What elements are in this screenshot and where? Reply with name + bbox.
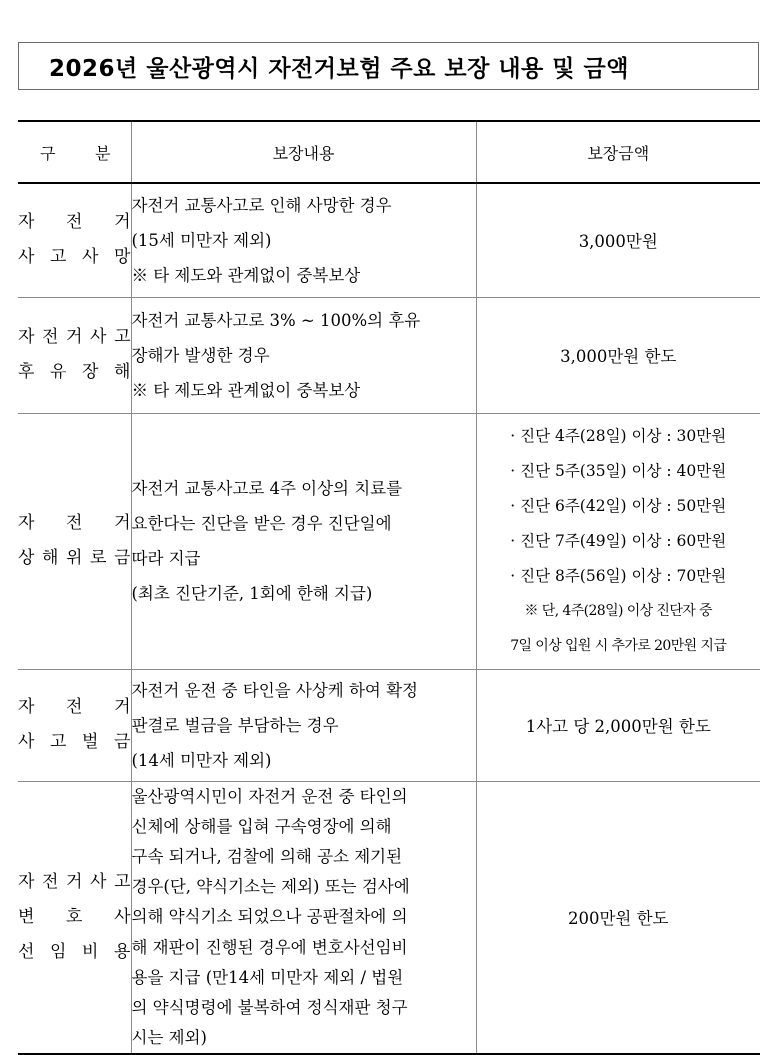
category-char: 고 (114, 327, 131, 347)
category-char: 사 (90, 327, 107, 347)
category-char: 상 (18, 548, 35, 568)
row-content (131, 183, 476, 297)
content-line: 판결로 벌금을 부담하는 경우 (131, 715, 339, 735)
category-char: 사 (90, 871, 107, 892)
category-char: 변 (18, 906, 35, 927)
category-char: 거 (114, 513, 131, 533)
category-line (18, 865, 131, 900)
header-content: 보장내용 (131, 121, 476, 183)
category-line (18, 240, 131, 275)
category-char: 용 (114, 941, 131, 962)
category-char: 전 (42, 327, 59, 347)
category-char: 유 (50, 362, 67, 382)
content-line: 자전거 교통사고로 인해 사망한 경우 (131, 195, 392, 215)
amount-line: · 진단 7주(49일) 이상 : 60만원 (510, 531, 727, 550)
content-line: (14세 미만자 제외) (131, 750, 272, 770)
category-char: 거 (66, 871, 83, 892)
content-line: 따라 지급 (131, 549, 201, 568)
category-char: 해 (42, 548, 59, 568)
row-content (131, 669, 476, 781)
category-char: 사 (82, 247, 99, 268)
category-char: 자 (18, 871, 35, 892)
title-box (18, 42, 759, 90)
category-char: 고 (50, 247, 67, 268)
amount-line: · 진단 8주(56일) 이상 : 70만원 (510, 566, 727, 585)
content-line: 신체에 상해를 입혀 구속영장에 의해 (131, 816, 392, 836)
amount-line: · 진단 4주(28일) 이상 : 30만원 (510, 426, 727, 445)
content-line: ※ 타 제도와 관계없이 중복보상 (131, 265, 361, 285)
content-line: 구속 되거나, 검찰에 의해 공소 제기된 (131, 846, 403, 866)
coverage-table (18, 120, 760, 1055)
category-char: 자 (18, 327, 35, 347)
category-char: 금 (114, 732, 131, 752)
header-amount: 보장금액 (476, 121, 760, 183)
content-line: (15세 미만자 제외) (131, 230, 272, 250)
content-line: 울산광역시민이 자전거 운전 중 타인의 (131, 786, 408, 806)
category-line (18, 506, 131, 541)
content-line: 자전거 교통사고로 3% ~ 100%의 후유 (131, 310, 421, 330)
category-char: 망 (114, 247, 131, 268)
content-line: (최초 진단기준, 1회에 한해 지급) (131, 584, 373, 603)
row-category (18, 669, 131, 781)
content-line: 요한다는 진단을 받은 경우 진단일에 (131, 514, 392, 533)
table-row (18, 413, 760, 669)
table-row (18, 297, 760, 413)
category-char: 전 (66, 513, 83, 533)
category-line (18, 320, 131, 355)
content-line: 자전거 운전 중 타인을 사상케 하여 확정 (131, 680, 418, 700)
category-char: 고 (50, 732, 67, 752)
content-line: 경우(단, 약식기소는 제외) 또는 검사에 (131, 877, 410, 897)
table-header-row (18, 121, 760, 183)
row-category (18, 413, 131, 669)
header-category (18, 121, 131, 183)
content-line: 자전거 교통사고로 4주 이상의 치료를 (131, 479, 403, 498)
content-line: 장해가 발생한 경우 (131, 345, 270, 365)
row-content (131, 781, 476, 1054)
category-char: 선 (18, 941, 35, 962)
content-line: ※ 타 제도와 관계없이 중복보상 (131, 380, 361, 400)
category-char: 금 (114, 548, 131, 568)
category-char: 거 (114, 212, 131, 233)
category-char: 자 (18, 513, 35, 533)
category-line (18, 355, 131, 390)
content-line: 시는 제외) (131, 1028, 207, 1048)
category-char: 거 (114, 697, 131, 717)
content-line: 용을 지급 (만14세 미만자 제외 / 법원 (131, 967, 404, 987)
category-char: 후 (18, 362, 35, 382)
row-category (18, 183, 131, 297)
amount-line: 7일 이상 입원 시 추가로 20만원 지급 (510, 637, 727, 654)
row-content (131, 297, 476, 413)
category-char: 해 (114, 362, 131, 382)
category-char: 전 (66, 212, 83, 233)
table-row (18, 781, 760, 1054)
category-char: 벌 (82, 732, 99, 752)
row-content (131, 413, 476, 669)
category-char: 임 (50, 941, 67, 962)
category-char: 고 (114, 871, 131, 892)
category-line (18, 725, 131, 760)
category-char: 위 (66, 548, 83, 568)
category-char: 장 (82, 362, 99, 382)
row-amount-list (476, 413, 760, 669)
page-title: 2026년 울산광역시 자전거보험 주요 보장 내용 및 금액 (49, 55, 629, 82)
row-amount: 3,000만원 한도 (476, 297, 760, 413)
category-line (18, 205, 131, 240)
category-char: 사 (18, 247, 35, 268)
category-char: 전 (66, 697, 83, 717)
category-char: 사 (18, 732, 35, 752)
category-line (18, 935, 131, 970)
category-char: 사 (114, 906, 131, 927)
row-category (18, 781, 131, 1054)
category-char: 호 (66, 906, 83, 927)
row-amount: 3,000만원 (476, 183, 760, 297)
category-char: 비 (82, 941, 99, 962)
header-category-char: 분 (95, 143, 111, 163)
category-char: 자 (18, 212, 35, 233)
category-char: 자 (18, 697, 35, 717)
category-line (18, 690, 131, 725)
amount-line: ※ 단, 4주(28일) 이상 진단자 중 (524, 602, 712, 619)
category-char: 로 (90, 548, 107, 568)
category-line (18, 541, 131, 576)
content-line: 의 약식명령에 불복하여 정식재판 청구 (131, 997, 408, 1017)
content-line: 의해 약식기소 되었으나 공판절차에 의 (131, 907, 408, 927)
row-category (18, 297, 131, 413)
row-amount: 200만원 한도 (476, 781, 760, 1054)
category-char: 전 (42, 871, 59, 892)
table-row (18, 183, 760, 297)
amount-line: · 진단 5주(35일) 이상 : 40만원 (510, 461, 727, 480)
amount-line: · 진단 6주(42일) 이상 : 50만원 (510, 496, 727, 515)
row-amount: 1사고 당 2,000만원 한도 (476, 669, 760, 781)
header-category-char: 구 (40, 143, 56, 163)
category-line (18, 900, 131, 935)
table-row (18, 669, 760, 781)
content-line: 해 재판이 진행된 경우에 변호사선임비 (131, 937, 408, 957)
category-char: 거 (66, 327, 83, 347)
